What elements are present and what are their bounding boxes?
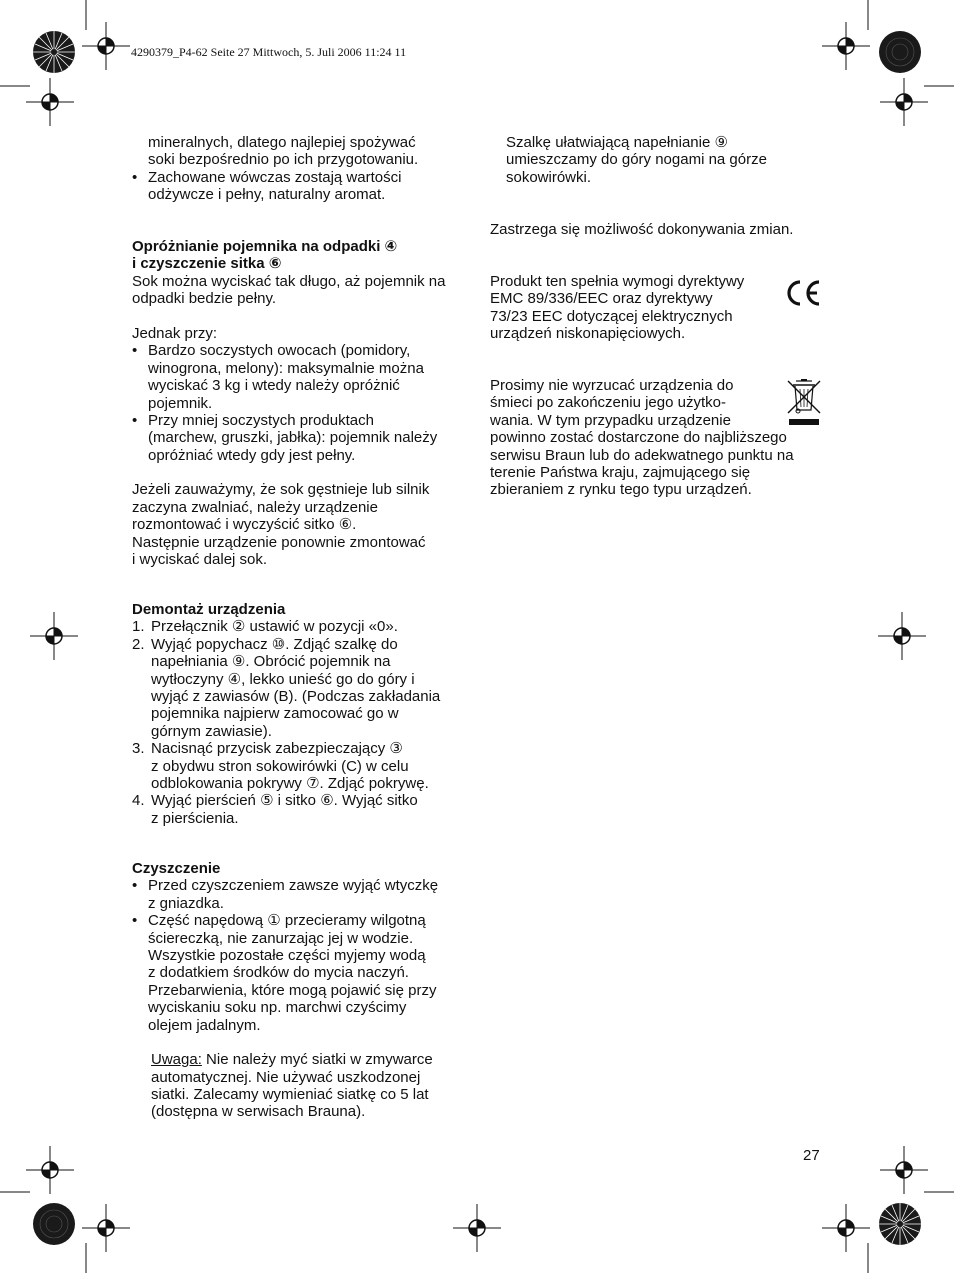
text-line: z obydwu stron sokowirówki (C) w celu [151,757,409,775]
print-slug: 4290379_P4-62 Seite 27 Mittwoch, 5. Juli 2006 11:24 11 [131,45,407,59]
text-line: Jednak przy: [132,324,218,342]
text-line: Produkt ten spełnia wymogi dyrektywy [490,273,745,290]
text-line: odpadki bedzie pełny. [132,290,276,308]
text-line: mineralnych, dlatego najlepiej spożywać [148,134,416,151]
text-line: winogrona, melony): maksymalnie można [148,359,424,377]
text-line: Zastrzega się możliwość dokonywania zmian. [490,221,794,238]
registration-mark-icon [82,1204,130,1252]
text-line: Prosimy nie wyrzucać urządzenia do [490,377,734,394]
text-line: pojemnik. [148,394,213,412]
text-line: napełniania ⑨. Obrócić pojemnik na [151,653,391,671]
step-number: 4. [132,792,145,810]
text-line: urządzeń niskonapięciowych. [490,325,686,343]
section-heading: Czyszczenie [132,860,221,877]
registration-mark-icon [26,78,74,126]
registration-mark-icon [822,22,870,70]
bullet-item: • Część napędową ① przecieramy wilgotną [132,912,467,929]
step-number: 2. [132,635,145,653]
text-line: opróżniać wtedy gdy jest pełny. [148,446,356,464]
text-line: wyciskaniu soku np. marchwi czyścimy [148,999,407,1017]
text-line: Szalkę ułatwiającą napełnianie ⑨ [506,134,728,151]
text-line: terenie Państwa kraju, zajmującego się [490,463,751,481]
section-heading: i czyszczenie sitka ⑥ [132,255,282,273]
registration-mark-icon [82,22,130,70]
text-line: ściereczką, nie zanurzając jej w wodzie. [148,929,414,947]
text-line: Wszystkie pozostałe części myjemy wodą [148,946,426,964]
bullet-item: • Przy mniej soczystych produktach [132,412,467,429]
note-label: Uwaga: [151,1051,202,1069]
registration-mark-icon [30,612,78,660]
text-line: powinno zostać dostarczone do najbliższego [490,429,787,447]
text-line: śmieci po zakończeniu jego użytko- [490,394,726,412]
registration-mark-icon [453,1204,501,1252]
text-line: zaczyna zwalniać, należy urządzenie [132,498,378,516]
registration-mark-icon [26,1146,74,1194]
text-line: wania. W tym przypadku urządzenie [490,411,731,429]
text-line: EMC 89/336/EEC oraz dyrektywy [490,290,713,308]
print-starburst-icon [878,30,922,74]
note-text: Nie należy myć siatki w zmywarce [201,1051,433,1069]
text-line: (dostępna w serwisach Brauna). [151,1103,366,1121]
step-text: Wyjąć pierścień ⑤ i sitko ⑥. Wyjąć sitko [151,792,418,810]
text-line: odżywcze i pełny, naturalny aromat. [148,186,386,204]
print-starburst-icon [32,30,76,74]
page-number: 27 [803,1147,820,1164]
text-line: Jeżeli zauważymy, że sok gęstnieje lub silnik [132,481,430,499]
print-starburst-icon [878,1202,922,1246]
text-line: olejem jadalnym. [148,1016,261,1034]
registration-mark-icon [822,1204,870,1252]
section-heading: Demontaż urządzenia [132,601,286,618]
registration-mark-icon [880,1146,928,1194]
text-line: wytłoczyny ④, lekko unieść go do góry i [151,670,415,688]
text-line: Następnie urządzenie ponownie zmontować [132,533,426,551]
registration-mark-icon [880,78,928,126]
text-line: górnym zawiasie). [151,722,272,740]
text-line: i wyciskać dalej sok. [132,551,268,569]
text-line: odblokowania pokrywy ⑦. Zdjąć pokrywę. [151,774,429,792]
text-line: wyciskać 3 kg i wtedy należy opróżnić [148,377,400,395]
print-starburst-icon [32,1202,76,1246]
text-line: siatki. Zalecamy wymieniać siatkę co 5 lat [151,1086,429,1104]
text-line: automatycznej. Nie używać uszkodzonej [151,1068,421,1086]
bullet-item: • Bardzo soczystych owocach (pomidory, [132,342,467,359]
step-number: 3. [132,740,145,758]
text-line: Przebarwienia, które mogą pojawić się przy [148,981,437,999]
text-line: wyjąć z zawiasów (B). (Podczas zakładania [151,687,441,705]
text-line: z gniazdka. [148,894,224,912]
text-line: z pierścienia. [151,809,239,827]
text-line: sokowirówki. [506,168,592,186]
bullet-item: • Przed czyszczeniem zawsze wyjąć wtyczkę [132,877,467,894]
text-line: 73/23 EEC dotyczącej elektrycznych [490,307,733,325]
text-line: soki bezpośrednio po ich przygotowaniu. [148,151,419,169]
step-text: Wyjąć popychacz ⑩. Zdjąć szalkę do [151,635,398,653]
registration-mark-icon [878,612,926,660]
text-line: rozmontować i wyczyścić sitko ⑥. [132,516,357,534]
text-line: zbieraniem z rynku tego typu urządzeń. [490,481,752,499]
bullet-item: • Zachowane wówczas zostają wartości [132,169,467,186]
step-text: Nacisnąć przycisk zabezpieczający ③ [151,740,403,758]
step-text: Przełącznik ② ustawić w pozycji «0». [151,618,398,636]
text-line: Sok można wyciskać tak długo, aż pojemnik na [132,272,446,290]
step-number: 1. [132,618,145,636]
text-line: serwisu Braun lub do adekwatnego punktu na [490,446,794,464]
text-line: umieszczamy do góry nogami na górze [506,151,767,169]
text-line: z dodatkiem środków do mycia naczyń. [148,964,409,982]
section-heading: Opróżnianie pojemnika na odpadki ④ [132,238,398,255]
text-line: pojemnika najpierw zamocować go w [151,705,399,723]
text-line: (marchew, gruszki, jabłka): pojemnik należy [148,429,438,447]
